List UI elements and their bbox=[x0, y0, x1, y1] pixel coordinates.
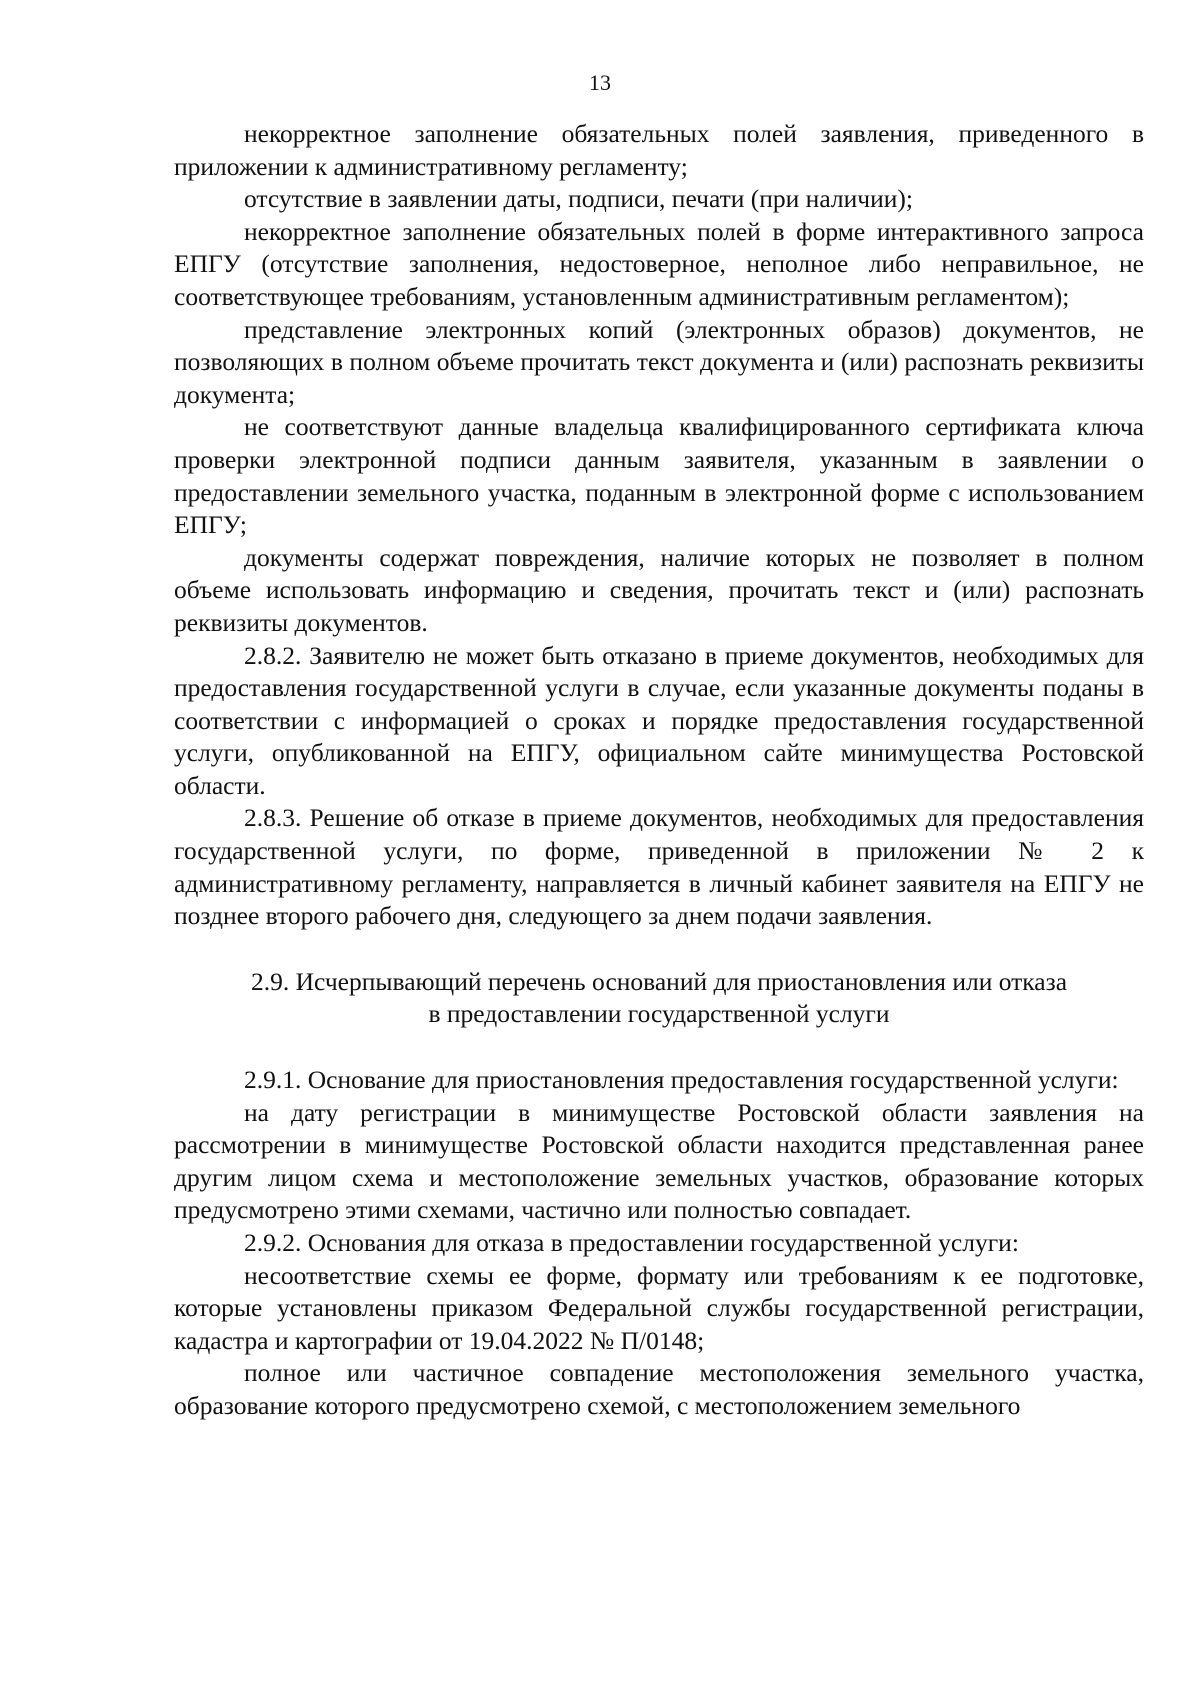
clause-2-8-3: 2.8.3. Решение об отказе в приеме документов, необходимых для предоставления государственной услуги, по форме, приведенной в приложении № 2 к административному регламенту, направляется в личный кабинет заявителя на ЕПГУ не позднее второго рабочего дня, следующего за днем подачи заявления. bbox=[174, 803, 1144, 931]
clause-2-9-1: 2.9.1. Основание для приостановления предоставления государственной услуги: bbox=[244, 1065, 1119, 1095]
section-heading-line: 2.9. Исчерпывающий перечень оснований для приостановления или отказа bbox=[250, 966, 1068, 996]
paragraph: полное или частичное совпадение местоположения земельного участка, образование которого предусмотрено схемой, с местоположением земельного bbox=[174, 1358, 1144, 1420]
paragraph: отсутствие в заявлении даты, подписи, печати (при наличии); bbox=[244, 184, 913, 214]
clause-2-8-2: 2.8.2. Заявителю не может быть отказано в приеме документов, необходимых для предоставления государственной услуги в случае, если указанные документы поданы в соответствии с информацией о сроках и порядке предоставления государственной услуги, опубликованной на ЕПГУ, официальном сайте минимущества Ростовской области. bbox=[174, 640, 1144, 800]
paragraph: некорректное заполнение обязательных полей в форме интерактивного запроса ЕПГУ (отсутствие заполнения, недостоверное, неполное либо неправильное, не соответствующее требованиям, установленным административным регламентом); bbox=[174, 216, 1144, 311]
section-heading-line: в предоставлении государственной услуги bbox=[428, 999, 890, 1029]
paragraph: некорректное заполнение обязательных полей заявления, приведенного в приложении к административному регламенту; bbox=[174, 119, 1144, 181]
paragraph: на дату регистрации в минимуществе Ростовской области заявления на рассмотрении в минимуществе Ростовской области находится представленная ранее другим лицом схема и местоположение земельных участков, образование которых предусмотрено этими схемами, частично или полностью совпадает. bbox=[174, 1097, 1144, 1225]
page-number: 13 bbox=[589, 70, 611, 95]
paragraph: представление электронных копий (электронных образов) документов, не позволяющих в полном объеме прочитать текст документа и (или) распознать реквизиты документа; bbox=[174, 314, 1144, 409]
paragraph: несоответствие схемы ее форме, формату или требованиям к ее подготовке, которые установлены приказом Федеральной службы государственной регистрации, кадастра и картографии от 19.04.2022 № П/0148; bbox=[174, 1260, 1144, 1355]
paragraph: не соответствуют данные владельца квалифицированного сертификата ключа проверки электронной подписи данным заявителя, указанным в заявлении о предоставлении земельного участка, поданным в электронной форме с использованием ЕПГУ; bbox=[174, 412, 1144, 540]
section-heading-2-9 bbox=[174, 966, 1144, 1031]
document-body bbox=[174, 118, 1144, 1423]
paragraph: документы содержат повреждения, наличие которых не позволяет в полном объеме использовать информацию и сведения, прочитать текст и (или) распознать реквизиты документов. bbox=[174, 542, 1144, 637]
clause-2-9-2: 2.9.2. Основания для отказа в предоставлении государственной услуги: bbox=[244, 1228, 1019, 1257]
